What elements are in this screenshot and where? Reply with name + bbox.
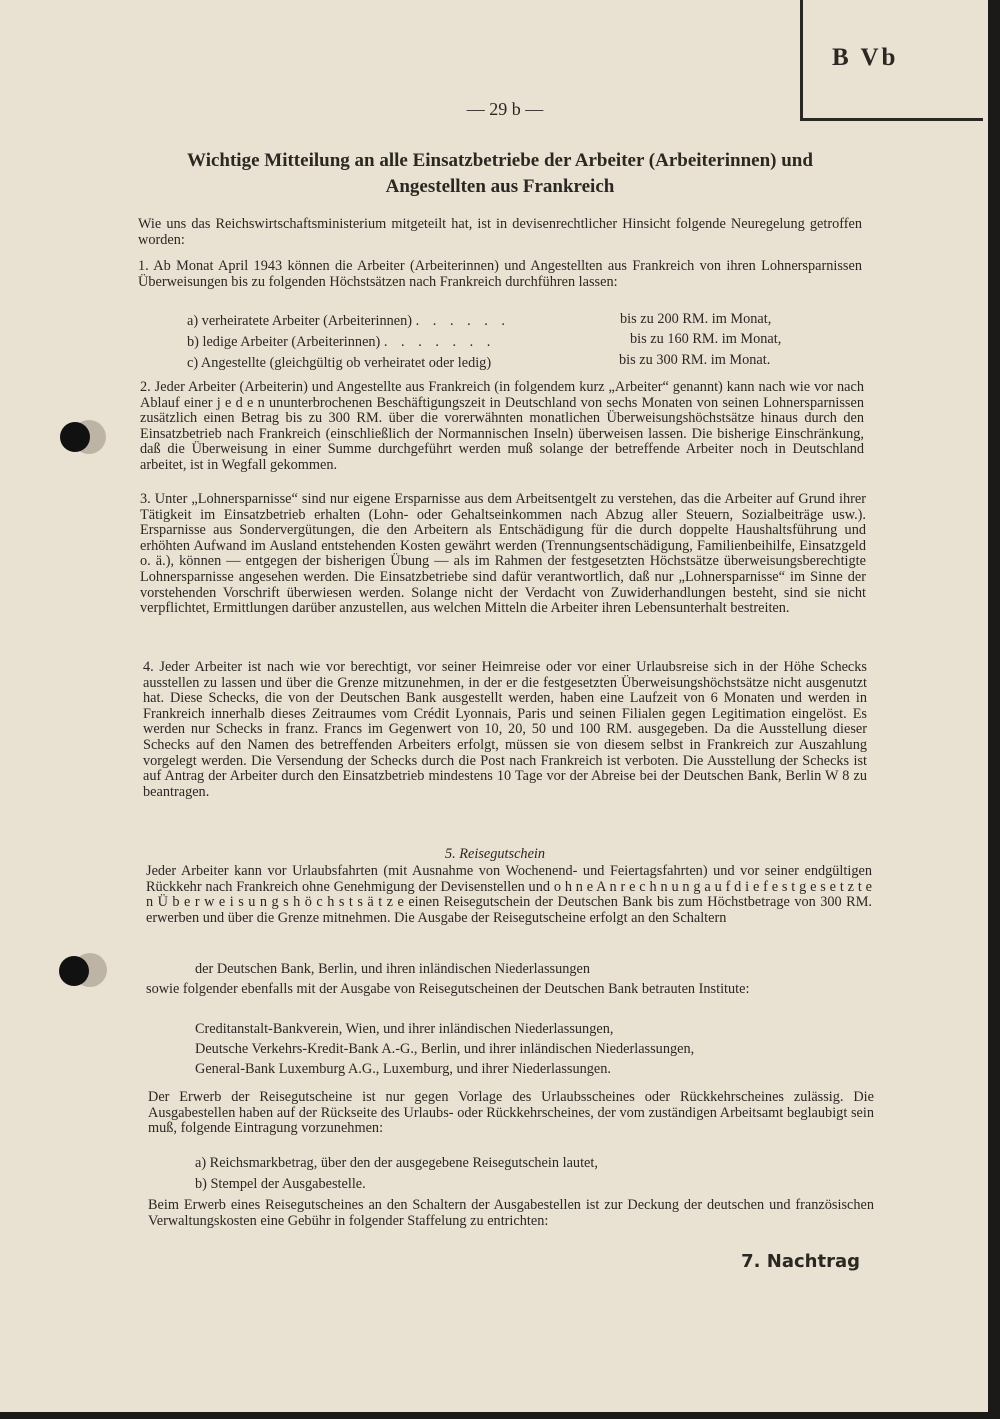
rate-item-dots: . . . . . . bbox=[415, 313, 510, 329]
purchase-paragraph: Der Erwerb der Reisegutscheine ist nur gegen Vorlage des Urlaubsscheines oder Rückkehrscheines zulässig. Die Ausgabestellen haben auf der Rückseite des Urlaubs- oder Rückkehrscheines, der vom zuständigen Arbeitsamt beglaubigt sein muß, folgende Eintragung vorzunehmen: bbox=[148, 1089, 874, 1137]
rate-item-employees bbox=[187, 355, 491, 372]
punch-hole bbox=[60, 422, 90, 452]
title-line-1: Wichtige Mitteilung an alle Einsatzbetriebe der Arbeiter (Arbeiterinnen) und bbox=[187, 150, 813, 171]
section-3-paragraph: 3. Unter „Lohnersparnisse“ sind nur eigene Ersparnisse aus dem Arbeitsentgelt zu verstehen, das die Arbeiter auf Grund ihrer Tätigkeit im Einsatzbetrieb erhalten (Lohn- oder Gehaltseinkommen nach Abzug aller Steuern, Sozialbeiträge usw.). Ersparnisse aus Sondervergütungen, die den Arbeitern als Entschädigung für die durch doppelte Haushaltsführung und erhöhten Aufwand im Ausland entstehenden Kosten gewährt werden (Trennungsentschädigung, Familienbeihilfe, Einsatzgeld o. ä.), können — entgegen der bisherigen Übung — als im Rahmen der festgesetzten Höchstsätze überweisungsberechtigte Lohnersparnisse angesehen werden. Die Einsatzbetriebe sind dafür verantwortlich, daß nur „Lohnersparnisse“ im Sinne der vorstehenden Vorschrift überwiesen werden. Solange nicht der Verdacht von Zuwiderhandlungen besteht, sind sie nicht verpflichtet, Ermittlungen darüber anzustellen, aus welchen Mitteln die Arbeiter ihren Lebensunterhalt bestreiten. bbox=[140, 491, 866, 617]
rate-item-label: b) ledige Arbeiter (Arbeiterinnen) bbox=[187, 334, 381, 350]
fee-paragraph: Beim Erwerb eines Reisegutscheines an den Schaltern der Ausgabestellen ist zur Deckung der deutschen und französischen Verwaltungskosten eine Gebühr in folgender Staffelung zu entrichten: bbox=[148, 1197, 874, 1229]
section-1-paragraph: 1. Ab Monat April 1943 können die Arbeiter (Arbeiterinnen) und Angestellten aus Frankreich von ihren Lohnersparnissen Überweisungen bis zu folgenden Höchstsätzen nach Frankreich durchführen lassen: bbox=[138, 258, 862, 290]
rate-item-married bbox=[187, 313, 510, 330]
title-line-2: Angestellten aus Frankreich bbox=[385, 176, 615, 197]
rate-item-label: a) verheiratete Arbeiter (Arbeiterinnen) bbox=[187, 313, 413, 329]
entry-item: a) Reichsmarkbetrag, über den der ausgegebene Reisegutschein lautet, bbox=[195, 1155, 598, 1171]
intro-paragraph: Wie uns das Reichswirtschaftsministerium mitgeteilt hat, ist in devisenrechtlicher Hinsicht folgende Neuregelung getroffen worden: bbox=[138, 216, 862, 248]
page-number: — 29 b — bbox=[466, 99, 544, 119]
rate-item-amount: bis zu 160 RM. im Monat, bbox=[630, 331, 782, 347]
bank-line: der Deutschen Bank, Berlin, und ihren inländischen Niederlassungen bbox=[195, 961, 591, 977]
section-5-paragraph: Jeder Arbeiter kann vor Urlaubsfahrten (mit Ausnahme von Wochenend- und Feiertagsfahrten) und vor seiner endgültigen Rückkehr nach Frankreich ohne Genehmigung der Devisenstellen und o h n e A n r e c h n u n g a u f d i e f e s t g e s e t z t e n Ü b e r w e i s u n g s h ö c h s t s ä t z e einen Reisegutschein der Deutschen Bank bis zum Höchstbetrage von 300 RM. erwerben und über die Grenze mitnehmen. Die Ausgabe der Reisegutscheine erfolgt an den Schaltern bbox=[146, 863, 872, 926]
rate-item-dots: . . . . . . . bbox=[383, 334, 496, 350]
rate-item-amount: bis zu 300 RM. im Monat. bbox=[619, 352, 771, 368]
institute-item: Creditanstalt-Bankverein, Wien, und ihrer inländischen Niederlassungen, bbox=[195, 1021, 614, 1037]
section-2-paragraph: 2. Jeder Arbeiter (Arbeiterin) und Angestellte aus Frankreich (in folgendem kurz „Arbeiter“ genannt) kann nach wie vor nach Ablauf einer j e d e n ununterbrochenen Beschäftigungszeit in Deutschland von sechs Monaten von seinen Lohnersparnissen zusätzlich einen Betrag bis zu 300 RM. über die vorerwähnten monatlichen Überweisungshöchstsätze hinaus durch den Einsatzbetrieb nach Frankreich (einschließlich der Normannischen Inseln) überweisen lassen. Die bisherige Einschränkung, daß die Überweisung in einer Summe durchgeführt werden muß solange der betreffende Arbeiter noch in Deutschland arbeitet, ist in Wegfall gekommen. bbox=[140, 379, 864, 473]
punch-hole bbox=[59, 956, 89, 986]
rate-item-amount: bis zu 200 RM. im Monat, bbox=[620, 311, 772, 327]
supplement-label: 7. Nachtrag bbox=[741, 1251, 860, 1272]
section-4-paragraph: 4. Jeder Arbeiter ist nach wie vor berechtigt, vor seiner Heimreise oder vor einer Urlaubsreise sich in der Höhe Schecks ausstellen zu lassen und über die Grenze mitzunehmen, in der er die festgesetzten Überweisungshöchstsätze nicht ausgenutzt hat. Diese Schecks, die von der Deutschen Bank ausgestellt werden, haben eine Laufzeit von 6 Monaten und werden in Frankreich innerhalb dieses Zeitraumes vom Crédit Lyonnais, Paris und seinen Filialen gegen Legitimation eingelöst. Es werden nur Schecks in franz. Francs im Gegenwert von 10, 20, 50 und 100 RM. ausgegeben. Da die Ausstellung dieser Schecks auf den Namen des betreffenden Arbeiters erfolgt, müssen sie von diesem selbst in Frankreich zur Auszahlung vorgelegt werden. Die Versendung der Schecks durch die Post nach Frankreich ist verboten. Die Ausstellung der Schecks ist auf Antrag der Arbeiter durch den Einsatzbetrieb mindestens 10 Tage vor der Abreise bei der Deutschen Bank, Berlin W 8 zu beantragen. bbox=[143, 659, 867, 800]
rate-item-label: c) Angestellte (gleichgültig ob verheiratet oder ledig) bbox=[187, 355, 492, 371]
institutes-intro: sowie folgender ebenfalls mit der Ausgabe von Reisegutscheinen der Deutschen Bank betrauten Institute: bbox=[146, 981, 750, 997]
institute-item: General-Bank Luxemburg A.G., Luxemburg, und ihrer Niederlassungen. bbox=[195, 1061, 611, 1077]
corner-code: B Vb bbox=[832, 44, 899, 71]
section-5-heading: 5. Reisegutschein bbox=[445, 846, 546, 862]
entry-item: b) Stempel der Ausgabestelle. bbox=[195, 1176, 366, 1192]
institute-item: Deutsche Verkehrs-Kredit-Bank A.-G., Berlin, und ihrer inländischen Niederlassungen, bbox=[195, 1041, 695, 1057]
rate-item-single bbox=[187, 334, 495, 351]
